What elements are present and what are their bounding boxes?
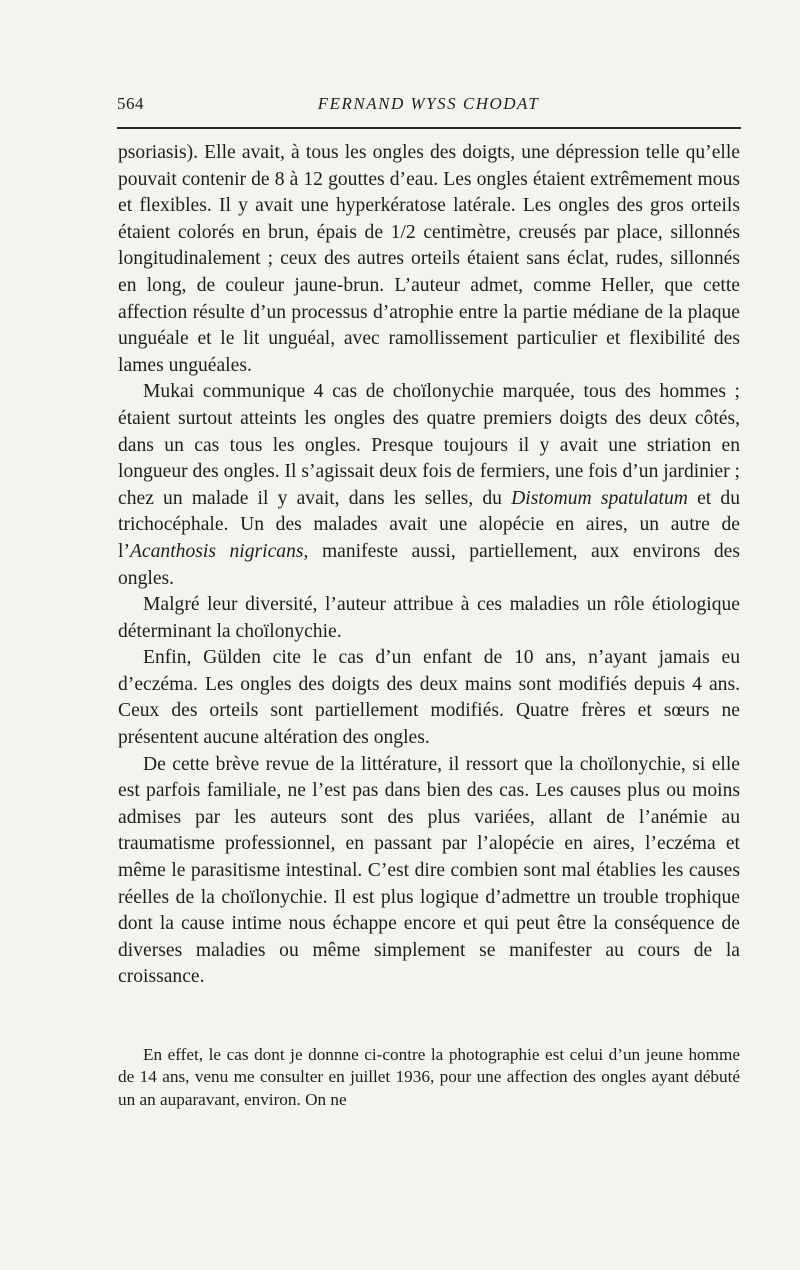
paragraph-revue: De cette brève revue de la littérature, il ressort que la choïlonychie, si elle est parfois familiale, ne l’est pas dans bien des cas. Les causes plus ou moins admises par les auteurs sont des plus variées, allant de l’anémie au traumatisme professionnel, en passant par l’alopécie en aires, l’eczéma et même le parasitisme intestinal. C’est dire combien sont mal établies les causes réelles de la choïlonychie. Il est plus logique d’admettre un trouble trophique dont la cause intime nous échappe encore et qui peut être la conséquence de diverses maladies ou même simplement se manifester au cours de la croissance. — [118, 753, 740, 988]
running-title: FERNAND WYSS CHODAT — [317, 94, 540, 113]
body-text — [118, 140, 740, 991]
small-print-text — [118, 1044, 740, 1111]
paragraph-diversite: Malgré leur diversité, l’auteur attribue à ces maladies un rôle étiologique déterminant la choïlonychie. — [118, 594, 740, 642]
italic-term-distomum: Distomum spatulatum — [511, 487, 688, 509]
paragraph-gulden: Enfin, Gülden cite le cas d’un enfant de 10 ans, n’ayant jamais eu d’eczéma. Les ongles des doigts des deux mains sont modifiés depuis 4 ans. Ceux des orteils sont partiellement modifiés. Quatre frères et sœurs ne présentent aucune altération des ongles. — [118, 647, 740, 749]
running-head — [117, 94, 740, 118]
italic-term-acanthosis: Acanthosis nigricans — [129, 540, 304, 562]
paragraph-psoriasis: psoriasis). Elle avait, à tous les ongles des doigts, une dépression telle qu’elle pouvait contenir de 8 à 12 gouttes d’eau. Les ongles étaient extrêmement mous et flexibles. Il y avait une hyperkératose latérale. Les ongles des gros orteils étaient colorés en brun, épais de 1/2 centimètre, creusés par place, sillonnés longitudinalement ; ceux des autres orteils étaient sans éclat, rudes, sillonnés en long, de couleur jaune-brun. L’auteur admet, comme Heller, que cette affection résulte d’un processus d’atrophie entre la partie médiane de la plaque unguéale et le lit unguéal, avec ramollissement particulier et flexibilité des lames unguéales. — [118, 142, 740, 376]
paragraph-mukai: Mukai communique 4 cas de choïlonychie marquée, tous des hommes ; étaient surtout atteints les ongles des quatre premiers doigts des deux côtés, dans un cas tous les ongles. Presque toujours il y avait une striation en longueur des ongles. Il s’agissait deux fois de fermiers, une fois d’un jardinier ; chez un malade il y avait, dans les selles, du Distomum spatulatum et du trichocéphale. Un des malades avait une alopécie en aires, un autre de l’Acanthosis nigricans, manifeste aussi, partiellement, aux environs des ongles. — [118, 381, 741, 589]
header-rule — [117, 127, 741, 129]
page-number: 564 — [117, 94, 144, 113]
paragraph-case-report: En effet, le cas dont je donnne ci-contre la photographie est celui d’un jeune homme de 14 ans, venu me consulter en juillet 1936, pour une affection des ongles ayant débuté un an auparavant, environ. On ne — [118, 1045, 740, 1109]
